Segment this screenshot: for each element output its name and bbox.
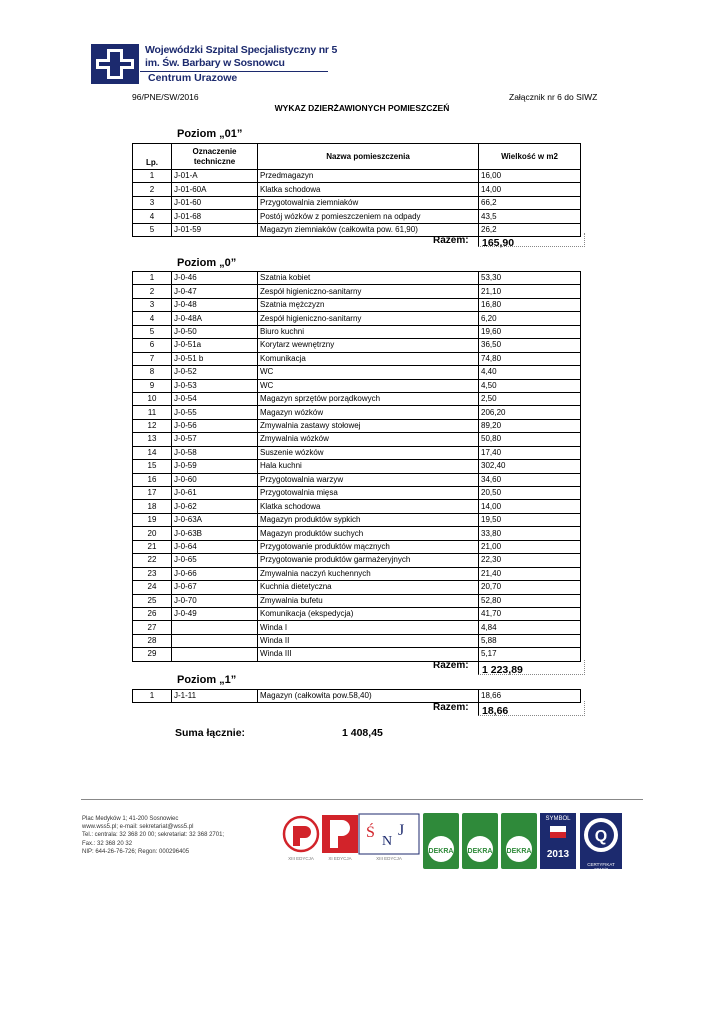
- cell-name: Zespół higieniczno-sanitarny: [258, 312, 479, 325]
- cell-code: J-0-51 b: [172, 352, 258, 365]
- cell-code: J-01-59: [172, 223, 258, 236]
- cell-name: Klatka schodowa: [258, 183, 479, 196]
- cell-name: Magazyn wózków: [258, 406, 479, 419]
- cell-name: Winda II: [258, 634, 479, 647]
- column-header-area: Wielkość w m2: [479, 144, 581, 170]
- cell-name: Przygotowalnia warzyw: [258, 473, 479, 486]
- cert-caption-3: XIII EDYCJA: [376, 856, 402, 861]
- cell-code: J-0-48: [172, 298, 258, 311]
- cell-lp: 22: [133, 554, 172, 567]
- cell-name: Zmywalnia bufetu: [258, 594, 479, 607]
- level-0-row: [133, 419, 581, 432]
- cell-name: Zmywalnia wózków: [258, 433, 479, 446]
- cell-lp: 10: [133, 392, 172, 405]
- cell-area: 41,70: [479, 607, 581, 620]
- column-header-name: Nazwa pomieszczenia: [258, 144, 479, 170]
- level-0-row: [133, 285, 581, 298]
- cell-area: 19,50: [479, 513, 581, 526]
- cell-name: Przedmagazyn: [258, 170, 479, 183]
- cell-lp: 5: [133, 223, 172, 236]
- cell-code: J-0-55: [172, 406, 258, 419]
- document-reference: 96/PNE/SW/2016: [132, 92, 199, 102]
- level-0-title: Poziom „0”: [177, 257, 237, 269]
- symbol-award: [540, 813, 576, 869]
- cell-lp: 3: [133, 298, 172, 311]
- cell-area: 21,00: [479, 540, 581, 553]
- cell-code: J-0-63B: [172, 527, 258, 540]
- cell-area: 36,50: [479, 339, 581, 352]
- level-0-row: [133, 406, 581, 419]
- hospital-logo-icon: [91, 44, 139, 84]
- level-01-table: [132, 143, 581, 237]
- cell-lp: 11: [133, 406, 172, 419]
- cell-area: 2,50: [479, 392, 581, 405]
- cell-area: 4,50: [479, 379, 581, 392]
- footer-web-email: www.wss5.pl; e-mail: sekretariat@wss5.pl: [82, 824, 194, 831]
- cell-lp: 17: [133, 487, 172, 500]
- cell-lp: 27: [133, 621, 172, 634]
- cell-name: Magazyn (całkowita pow.58,40): [258, 690, 479, 703]
- level-0-rows: [133, 272, 581, 662]
- column-header-lp: Lp.: [133, 144, 172, 170]
- dekra-logo-icon: [423, 813, 459, 869]
- cell-name: Szatnia kobiet: [258, 272, 479, 285]
- cert-caption-2: XI EDYCJA: [328, 856, 352, 861]
- cell-lp: 13: [133, 433, 172, 446]
- cell-code: J-0-54: [172, 392, 258, 405]
- level-0-row: [133, 352, 581, 365]
- footer-phone: Tel.: centrala: 32 368 20 00; sekretariat: 32 368 2701;: [82, 832, 225, 839]
- level-0-row: [133, 392, 581, 405]
- cell-lp: 24: [133, 581, 172, 594]
- cell-code: J-01-60A: [172, 183, 258, 196]
- level-01-total-label: Razem:: [433, 235, 469, 246]
- footer-ids: NIP: 644-26-76-726; Regon: 000296405: [82, 848, 190, 855]
- cell-lp: 1: [133, 690, 172, 703]
- hospital-subtitle: Centrum Urazowe: [148, 72, 238, 84]
- level-0-row: [133, 272, 581, 285]
- cell-area: 17,40: [479, 446, 581, 459]
- cell-area: 16,00: [479, 170, 581, 183]
- level-0-total-label: Razem:: [433, 660, 469, 671]
- cell-name: Magazyn produktów sypkich: [258, 513, 479, 526]
- cell-code: [172, 648, 258, 661]
- cell-code: J-0-52: [172, 366, 258, 379]
- dekra-cert-2: [462, 813, 498, 869]
- cell-code: J-0-49: [172, 607, 258, 620]
- level-01-row: [133, 196, 581, 209]
- cell-lp: 8: [133, 366, 172, 379]
- cell-lp: 5: [133, 325, 172, 338]
- level-01-total-value: 165,90: [482, 237, 515, 249]
- level-0-row: [133, 487, 581, 500]
- cell-lp: 9: [133, 379, 172, 392]
- snj-logo-icon: [358, 813, 420, 855]
- hospital-name: Wojewódzki Szpital Specjalistyczny nr 5: [145, 44, 338, 56]
- cell-code: J-01-60: [172, 196, 258, 209]
- cell-lp: 18: [133, 500, 172, 513]
- dekra-cert-1: [423, 813, 459, 869]
- cell-lp: 6: [133, 339, 172, 352]
- cert-caption-1: XIII EDYCJA: [288, 856, 314, 861]
- cell-area: 50,80: [479, 433, 581, 446]
- cell-lp: 26: [133, 607, 172, 620]
- level-0-row: [133, 567, 581, 580]
- level-01-total-box: [478, 233, 585, 247]
- quality-award-p-icon: [322, 815, 358, 853]
- cell-name: WC: [258, 379, 479, 392]
- cell-name: Klatka schodowa: [258, 500, 479, 513]
- cell-code: J-0-51a: [172, 339, 258, 352]
- footer-fax: Fax.: 32 368 20 32: [82, 840, 133, 847]
- cell-area: 302,40: [479, 460, 581, 473]
- level-0-row: [133, 312, 581, 325]
- level-0-row: [133, 607, 581, 620]
- level-0-row: [133, 540, 581, 553]
- level-0-total-value: 1 223,89: [482, 664, 523, 676]
- cell-area: 4,84: [479, 621, 581, 634]
- cell-name: Przygotowanie produktów mącznych: [258, 540, 479, 553]
- level-0-row: [133, 325, 581, 338]
- cell-lp: 2: [133, 183, 172, 196]
- cell-lp: 2: [133, 285, 172, 298]
- level-0-row: [133, 379, 581, 392]
- q-certificate: [580, 813, 622, 872]
- polish-flag-icon: [540, 822, 576, 844]
- hospital-patron: im. Św. Barbary w Sosnowcu: [145, 57, 285, 69]
- cell-code: J-0-62: [172, 500, 258, 513]
- cell-area: 53,30: [479, 272, 581, 285]
- cell-name: Przygotowanie produktów garmażeryjnych: [258, 554, 479, 567]
- cell-name: Zmywalnia zastawy stołowej: [258, 419, 479, 432]
- level-0-total-box: [478, 660, 585, 675]
- cell-code: J-0-56: [172, 419, 258, 432]
- cell-name: Postój wózków z pomieszczeniem na odpady: [258, 210, 479, 223]
- cell-lp: 14: [133, 446, 172, 459]
- cell-area: 74,80: [479, 352, 581, 365]
- document-title: WYKAZ DZIERŻAWIONYCH POMIESZCZEŃ: [274, 103, 450, 113]
- level-0-row: [133, 581, 581, 594]
- cell-name: Zespół higieniczno-sanitarny: [258, 285, 479, 298]
- cell-area: 5,88: [479, 634, 581, 647]
- dekra-logo-icon: [462, 813, 498, 869]
- cell-area: 22,30: [479, 554, 581, 567]
- level-0-row: [133, 473, 581, 486]
- cell-name: Magazyn produktów suchych: [258, 527, 479, 540]
- level-1-total-box: [478, 701, 585, 716]
- dekra-logo-icon: [501, 813, 537, 869]
- cell-lp: 7: [133, 352, 172, 365]
- cell-code: J-01-A: [172, 170, 258, 183]
- cell-area: 19,60: [479, 325, 581, 338]
- cell-code: J-0-50: [172, 325, 258, 338]
- level-0-row: [133, 500, 581, 513]
- cell-name: Korytarz wewnętrzny: [258, 339, 479, 352]
- q-certificate-icon: [580, 813, 622, 857]
- cell-name: Hala kuchni: [258, 460, 479, 473]
- level-01-rows: [133, 170, 581, 237]
- cell-lp: 4: [133, 210, 172, 223]
- svg-text:Q: Q: [594, 828, 608, 845]
- level-0-row: [133, 446, 581, 459]
- level-0-row: [133, 433, 581, 446]
- svg-text:DEKRA: DEKRA: [506, 848, 532, 855]
- cell-code: [172, 621, 258, 634]
- cell-code: J-0-48A: [172, 312, 258, 325]
- column-header-code: Oznaczenie techniczne: [172, 144, 258, 170]
- cell-code: J-0-53: [172, 379, 258, 392]
- cell-lp: 4: [133, 312, 172, 325]
- cell-lp: 16: [133, 473, 172, 486]
- level-0-row: [133, 634, 581, 647]
- cell-code: J-0-59: [172, 460, 258, 473]
- cell-area: 26,2: [479, 223, 581, 236]
- cell-area: 21,10: [479, 285, 581, 298]
- cell-area: 6,20: [479, 312, 581, 325]
- cell-name: Magazyn sprzętów porządkowych: [258, 392, 479, 405]
- cell-code: J-0-58: [172, 446, 258, 459]
- cell-code: J-0-64: [172, 540, 258, 553]
- cell-area: 43,5: [479, 210, 581, 223]
- cell-area: 66,2: [479, 196, 581, 209]
- level-1-total-value: 18,66: [482, 705, 509, 717]
- cell-code: J-0-65: [172, 554, 258, 567]
- level-0-row: [133, 366, 581, 379]
- symbol-award-text: SYMBOL: [545, 816, 571, 822]
- cell-lp: 1: [133, 272, 172, 285]
- cell-area: 33,80: [479, 527, 581, 540]
- cell-name: WC: [258, 366, 479, 379]
- cell-name: Biuro kuchni: [258, 325, 479, 338]
- level-0-row: [133, 513, 581, 526]
- svg-text:N: N: [382, 834, 393, 849]
- svg-text:DEKRA: DEKRA: [467, 848, 493, 855]
- svg-text:J: J: [398, 822, 405, 839]
- level-0-table: [132, 271, 581, 662]
- symbol-award-year: 2013: [546, 849, 570, 860]
- quality-award-seal-icon: [280, 815, 322, 853]
- cell-name: Przygotowalnia ziemniaków: [258, 196, 479, 209]
- cell-area: 14,00: [479, 500, 581, 513]
- cell-lp: 20: [133, 527, 172, 540]
- cell-code: J-0-67: [172, 581, 258, 594]
- cell-area: 5,17: [479, 648, 581, 661]
- level-0-row: [133, 527, 581, 540]
- cell-area: 34,60: [479, 473, 581, 486]
- cell-lp: 21: [133, 540, 172, 553]
- cell-code: J-0-66: [172, 567, 258, 580]
- cell-area: 16,80: [479, 298, 581, 311]
- footer-contact: [82, 815, 224, 856]
- cell-name: Kuchnia dietetyczna: [258, 581, 479, 594]
- grand-total-value: 1 408,45: [342, 727, 383, 739]
- cell-area: 20,70: [479, 581, 581, 594]
- level-01-row: [133, 210, 581, 223]
- cell-name: Komunikacja: [258, 352, 479, 365]
- cell-name: Przygotowalnia mięsa: [258, 487, 479, 500]
- svg-text:DEKRA: DEKRA: [428, 848, 454, 855]
- cell-name: Suszenie wózków: [258, 446, 479, 459]
- cell-code: [172, 634, 258, 647]
- q-certificate-text: CERTYFIKAT 2016/7: [587, 862, 615, 872]
- dekra-cert-3: [501, 813, 537, 869]
- cell-code: J-0-57: [172, 433, 258, 446]
- cell-name: Magazyn ziemniaków (całkowita pow. 61,90): [258, 223, 479, 236]
- cell-lp: 1: [133, 170, 172, 183]
- level-01-row: [133, 183, 581, 196]
- footer-divider: [81, 799, 643, 800]
- cell-name: Winda III: [258, 648, 479, 661]
- cell-name: Szatnia mężczyzn: [258, 298, 479, 311]
- level-0-row: [133, 339, 581, 352]
- svg-text:Ś: Ś: [366, 824, 375, 841]
- cell-code: J-0-47: [172, 285, 258, 298]
- level-1-total-label: Razem:: [433, 702, 469, 713]
- cell-lp: 28: [133, 634, 172, 647]
- footer-address: Plac Medyków 1; 41-200 Sosnowiec: [82, 816, 179, 822]
- level-0-row: [133, 298, 581, 311]
- level-0-row: [133, 594, 581, 607]
- level-1-title: Poziom „1”: [177, 674, 237, 686]
- level-0-row: [133, 460, 581, 473]
- level-0-row: [133, 554, 581, 567]
- cell-lp: 15: [133, 460, 172, 473]
- cell-name: Komunikacja (ekspedycja): [258, 607, 479, 620]
- cell-area: 206,20: [479, 406, 581, 419]
- level-01-row: [133, 170, 581, 183]
- cell-code: J-0-61: [172, 487, 258, 500]
- cell-area: 4,40: [479, 366, 581, 379]
- cell-code: J-1-11: [172, 690, 258, 703]
- cell-lp: 25: [133, 594, 172, 607]
- cell-name: Zmywalnia naczyń kuchennych: [258, 567, 479, 580]
- level-01-title: Poziom „01”: [177, 128, 243, 140]
- cell-code: J-0-70: [172, 594, 258, 607]
- cell-lp: 23: [133, 567, 172, 580]
- cell-name: Winda I: [258, 621, 479, 634]
- cell-area: 21,40: [479, 567, 581, 580]
- cell-area: 89,20: [479, 419, 581, 432]
- cell-area: 52,80: [479, 594, 581, 607]
- cell-area: 20,50: [479, 487, 581, 500]
- cell-lp: 12: [133, 419, 172, 432]
- cell-lp: 29: [133, 648, 172, 661]
- cell-code: J-0-63A: [172, 513, 258, 526]
- cell-code: J-0-46: [172, 272, 258, 285]
- cell-code: J-0-60: [172, 473, 258, 486]
- grand-total-label: Suma łącznie:: [175, 727, 246, 739]
- cell-area: 14,00: [479, 183, 581, 196]
- cell-code: J-01-68: [172, 210, 258, 223]
- attachment-label: Załącznik nr 6 do SIWZ: [509, 92, 598, 102]
- cell-lp: 3: [133, 196, 172, 209]
- cell-lp: 19: [133, 513, 172, 526]
- level-0-row: [133, 621, 581, 634]
- cell-area: 18,66: [479, 690, 581, 703]
